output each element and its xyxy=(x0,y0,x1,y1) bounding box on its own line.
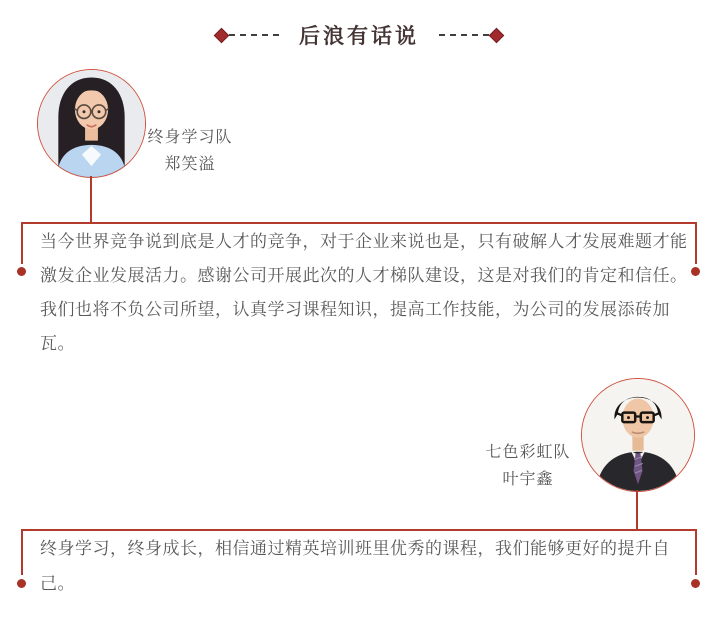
quote2-dot-right-icon xyxy=(691,579,700,588)
speaker2-team: 七色彩虹队 xyxy=(485,444,571,461)
avatar-woman-portrait xyxy=(37,69,146,178)
speaker2-name-block xyxy=(472,439,584,493)
quote1-border-right xyxy=(695,222,697,264)
speaker2-quote xyxy=(40,531,688,601)
speaker1-connector-line xyxy=(90,176,92,223)
quote2-border-right xyxy=(695,529,697,575)
quote-line: 己。 xyxy=(40,574,75,593)
quote-line: 瓦。 xyxy=(40,334,75,353)
woman-portrait-icon xyxy=(38,70,145,177)
quote2-border-left xyxy=(21,529,23,575)
section-header xyxy=(0,20,718,50)
speaker1-name-block xyxy=(138,124,242,178)
man-portrait-icon xyxy=(582,379,694,491)
quote-line: 当今世界竞争说到底是人才的竞争，对于企业来说也是，只有破解人才发展难题才能 xyxy=(40,232,688,251)
quote1-dot-left-icon xyxy=(17,267,26,276)
dash-line-right xyxy=(439,34,489,36)
avatar-man-portrait xyxy=(581,378,695,492)
speaker1-quote xyxy=(40,225,688,361)
speaker1-team: 终身学习队 xyxy=(147,129,233,146)
dash-line-left xyxy=(229,34,279,36)
page-title: 后浪有话说 xyxy=(299,25,419,48)
speaker1-name: 郑笑溢 xyxy=(164,156,216,173)
quote-line: 我们也将不负公司所望，认真学习课程知识，提高工作技能，为公司的发展添砖加 xyxy=(40,300,670,319)
diamond-left-icon xyxy=(214,27,230,43)
speaker2-name: 叶宇鑫 xyxy=(502,471,554,488)
quote1-dot-right-icon xyxy=(691,267,700,276)
quote-line: 激发企业发展活力。感谢公司开展此次的人才梯队建设，这是对我们的肯定和信任。 xyxy=(40,266,688,285)
diamond-right-icon xyxy=(489,27,505,43)
speaker2-connector-line xyxy=(636,490,638,530)
quote2-dot-left-icon xyxy=(17,579,26,588)
quote1-border-left xyxy=(21,222,23,264)
quote-line: 终身学习，终身成长，相信通过精英培训班里优秀的课程，我们能够更好的提升自 xyxy=(40,539,670,558)
quote1-border-top xyxy=(21,222,697,224)
